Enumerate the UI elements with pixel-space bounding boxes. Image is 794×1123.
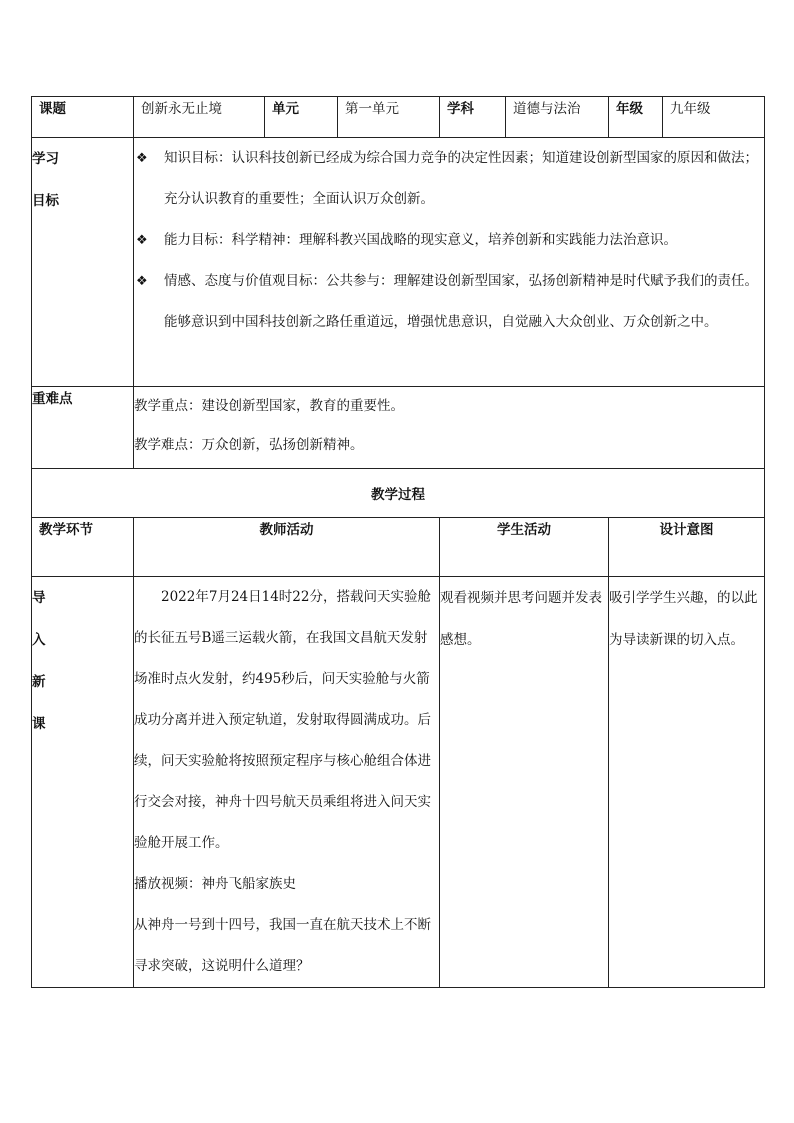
teacher-question-line: 从神舟一号到十四号，我国一直在航天技术上不断寻求突破，这说明什么道理？ <box>134 917 431 974</box>
unit-label: 单元 <box>265 97 338 138</box>
goals-label-line1: 学习 <box>32 151 59 167</box>
unit-value: 第一单元 <box>338 97 440 138</box>
teacher-activity <box>134 577 440 988</box>
goal-ability <box>134 220 764 261</box>
col-student-header: 学生活动 <box>440 518 609 577</box>
goal-knowledge <box>134 138 764 220</box>
process-title: 教学过程 <box>32 469 765 518</box>
stage-char: 课 <box>32 716 46 732</box>
key-difficulty: 教学难点：万众创新，弘扬创新精神。 <box>134 437 364 453</box>
key-focus: 教学重点：建设创新型国家，教育的重要性。 <box>134 398 404 414</box>
header-row <box>32 97 765 138</box>
stage-char: 入 <box>32 632 46 648</box>
process-column-header-row <box>32 518 765 577</box>
grade-label: 年级 <box>609 97 663 138</box>
design-intent: 吸引学学生兴趣，的以此为导读新课的切入点。 <box>609 577 765 988</box>
topic-label: 课题 <box>32 97 134 138</box>
goals-row <box>32 138 765 387</box>
col-design-header: 设计意图 <box>609 518 765 577</box>
goal-text: 能力目标：科学精神：理解科教兴国战略的现实意义，培养创新和实践能力法治意识。 <box>164 232 677 248</box>
goal-text: 情感、态度与价值观目标：公共参与：理解建设创新型国家，弘扬创新精神是时代赋予我们的责任。能够意识到中国科技创新之路任重道远，增强忧患意识，自觉融入大众创业、万众创新之中。 <box>164 273 758 330</box>
subject-label: 学科 <box>440 97 506 138</box>
diamond-bullet-icon: ❖ <box>136 151 148 166</box>
stage-char: 导 <box>32 590 46 606</box>
teacher-news-paragraph: 2022年7月24日14时22分，搭载问天实验舱的长征五号B遥三运载火箭，在我国文昌航天发射场准时点火发射，约495秒后，问天实验舱与火箭成功分离并进入预定轨道，发射取得圆满成功。后续，问天实验舱将按照预定程序与核心舱组合体进行交会对接，神舟十四号航天员乘组将进入问天实验舱开展工作。 <box>134 589 431 851</box>
goals-content <box>134 138 765 387</box>
col-teacher-header: 教师活动 <box>134 518 440 577</box>
student-activity: 观看视频并思考问题并发表感想。 <box>440 577 609 988</box>
key-points-row <box>32 387 765 469</box>
process-title-row <box>32 469 765 518</box>
subject-value: 道德与法治 <box>506 97 609 138</box>
goal-emotion <box>134 261 764 343</box>
goals-label <box>32 138 134 387</box>
goals-label-line2: 目标 <box>32 193 59 209</box>
process-row-intro <box>32 577 765 988</box>
col-stage-header: 教学环节 <box>32 518 134 577</box>
grade-value: 九年级 <box>663 97 765 138</box>
stage-char: 新 <box>32 674 46 690</box>
goal-text: 知识目标：认识科技创新已经成为综合国力竞争的决定性因素；知道建设创新型国家的原因和做法；充分认识教育的重要性；全面认识万众创新。 <box>164 150 758 207</box>
topic-value: 创新永无止境 <box>134 97 265 138</box>
stage-intro <box>32 577 134 988</box>
key-points-label: 重难点 <box>32 387 134 469</box>
teacher-video-line: 播放视频：神舟飞船家族史 <box>134 876 296 892</box>
diamond-bullet-icon: ❖ <box>136 233 148 248</box>
lesson-plan-table <box>31 96 765 988</box>
key-points-content <box>134 387 765 469</box>
diamond-bullet-icon: ❖ <box>136 274 148 289</box>
